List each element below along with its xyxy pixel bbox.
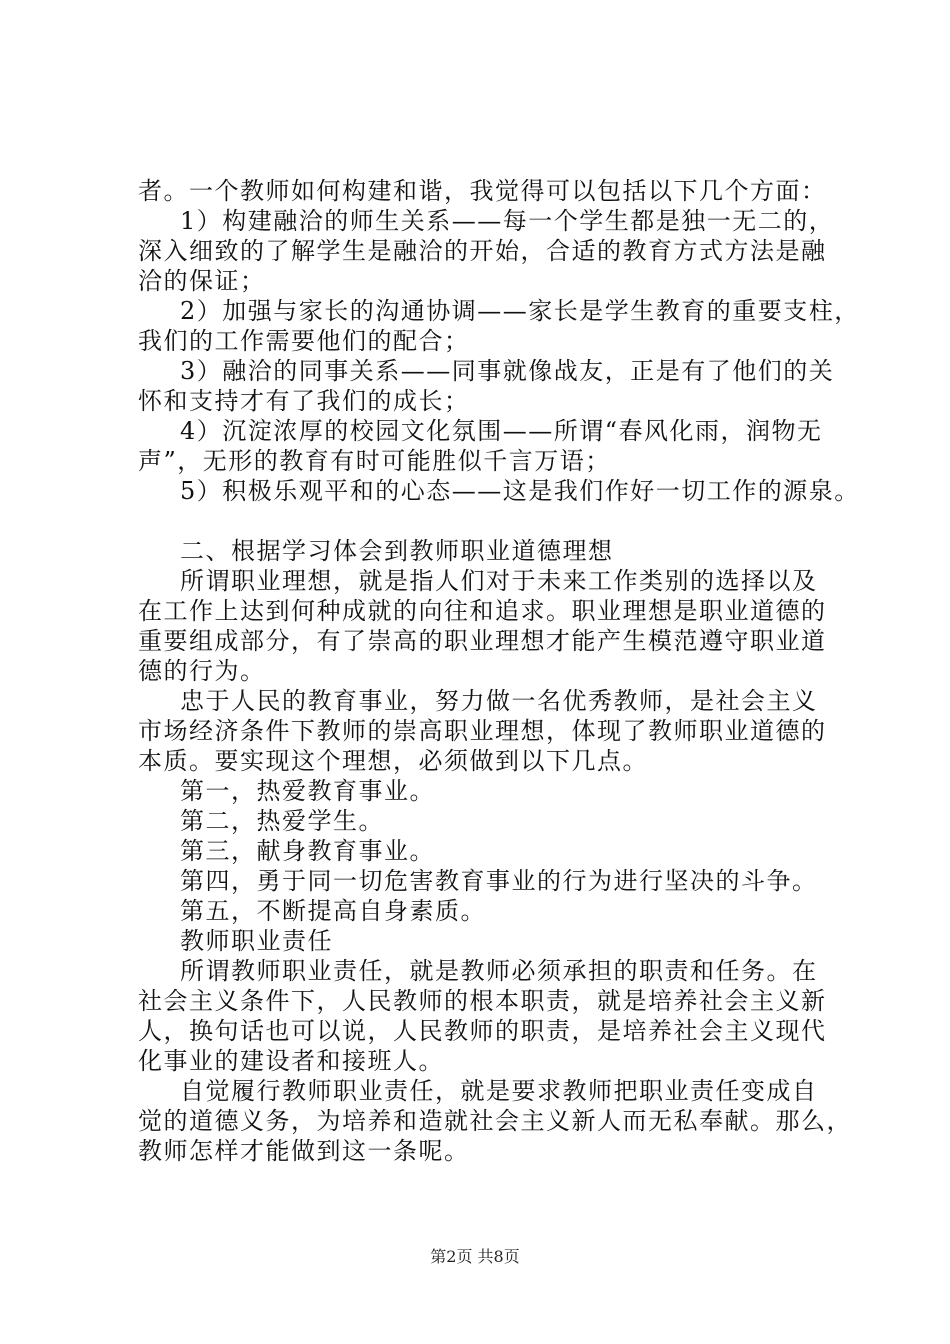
text-line: 怀和支持才有了我们的成长； xyxy=(138,387,470,415)
list-item: 第二，热爱学生。 xyxy=(180,807,384,835)
section-heading: 教师职业责任 xyxy=(180,927,333,955)
text-line: 5）积极乐观平和的心态——这是我们作好一切工作的源泉。 xyxy=(180,477,860,505)
text-line: 重要组成部分，有了崇高的职业理想才能产生模范遵守职业道 xyxy=(138,627,827,655)
text-line: 人，换句话也可以说，人民教师的职责，是培养社会主义现代 xyxy=(138,1017,827,1045)
text-line: 本质。要实现这个理想，必须做到以下几点。 xyxy=(138,747,648,775)
list-item: 第四，勇于同一切危害教育事业的行为进行坚决的斗争。 xyxy=(180,867,818,895)
text-line: 4）沉淀浓厚的校园文化氛围——所谓“春风化雨，润物无 xyxy=(180,417,823,445)
text-line: 社会主义条件下，人民教师的根本职责，就是培养社会主义新 xyxy=(138,987,827,1015)
text-line: 教师怎样才能做到这一条呢。 xyxy=(138,1137,470,1165)
blank-line xyxy=(138,506,858,536)
page-footer: 第2页 共8页 xyxy=(430,1247,520,1266)
text-line: 德的行为。 xyxy=(138,657,266,685)
text-line: 忠于人民的教育事业，努力做一名优秀教师，是社会主义 xyxy=(180,687,818,715)
text-line: 觉的道德义务，为培养和造就社会主义新人而无私奉献。那么， xyxy=(138,1107,852,1135)
text-line: 所谓职业理想，就是指人们对于未来工作类别的选择以及 xyxy=(180,567,818,595)
text-line: 所谓教师职业责任，就是教师必须承担的职责和任务。在 xyxy=(180,957,818,985)
text-line: 市场经济条件下教师的崇高职业理想，体现了教师职业道德的 xyxy=(138,717,827,745)
text-line: 自觉履行教师职业责任，就是要求教师把职业责任变成自 xyxy=(180,1077,818,1105)
list-item: 第五，不断提高自身素质。 xyxy=(180,897,486,925)
text-line: 洽的保证； xyxy=(138,267,266,295)
body-text xyxy=(138,176,858,1166)
text-line: 深入细致的了解学生是融洽的开始，合适的教育方式方法是融 xyxy=(138,237,827,265)
text-line: 1）构建融洽的师生关系——每一个学生都是独一无二的， xyxy=(180,207,835,235)
text-line: 声”，无形的教育有时可能胜似千言万语； xyxy=(138,447,611,475)
text-line: 2）加强与家长的沟通协调——家长是学生教育的重要支柱， xyxy=(180,297,860,325)
list-item: 第一，热爱教育事业。 xyxy=(180,777,435,805)
text-line: 在工作上达到何种成就的向往和追求。职业理想是职业道德的 xyxy=(138,597,827,625)
text-line: 者。一个教师如何构建和谐，我觉得可以包括以下几个方面： xyxy=(138,177,827,205)
text-line: 化事业的建设者和接班人。 xyxy=(138,1047,444,1075)
text-line: 我们的工作需要他们的配合； xyxy=(138,327,470,355)
section-heading: 二、根据学习体会到教师职业道德理想 xyxy=(180,537,614,565)
list-item: 第三，献身教育事业。 xyxy=(180,837,435,865)
text-line: 3）融洽的同事关系——同事就像战友，正是有了他们的关 xyxy=(180,357,835,385)
